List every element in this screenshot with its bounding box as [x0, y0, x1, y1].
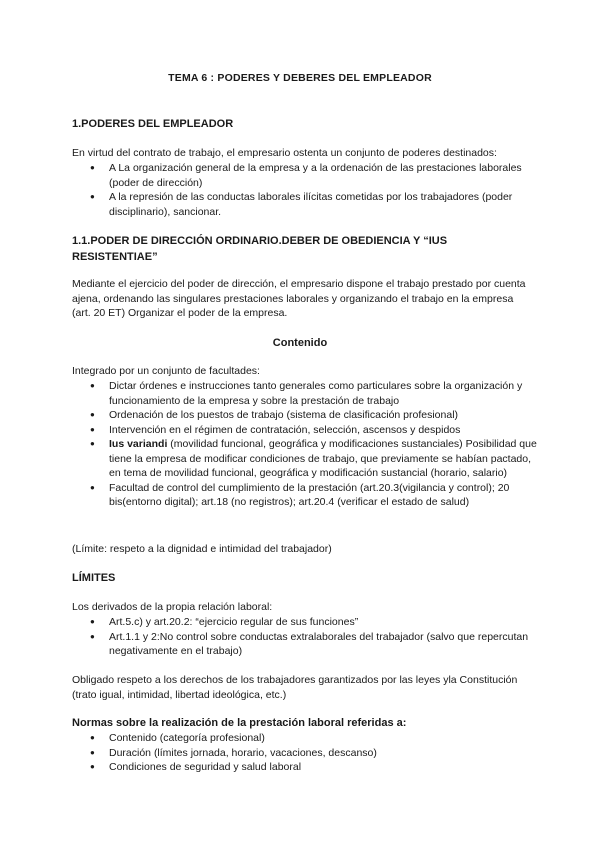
normas-list — [90, 731, 540, 775]
obligado-paragraph: Obligado respeto a los derechos de los trabajadores garantizados por las leyes yla Constitución (trato igual, intimidad, libertad ideológica, etc.) — [72, 674, 518, 701]
normas-heading: Normas sobre la realización de la prestación laboral referidas a: — [72, 717, 407, 729]
limites-intro: Los derivados de la propia relación laboral: — [72, 601, 273, 613]
contenido-heading: Contenido — [272, 337, 328, 349]
list-item: ● Dictar órdenes e instrucciones tanto generales como particulares sobre la organización y funcionamiento de la empresa y sobre la prestación de trabajo — [90, 379, 540, 408]
list-item: ● Condiciones de seguridad y salud laboral — [90, 760, 540, 775]
list-item: ● Ordenación de los puestos de trabajo (sistema de clasificación profesional) — [90, 408, 540, 423]
list-item: ● Intervención en el régimen de contratación, selección, ascensos y despidos — [90, 423, 540, 438]
section-1-1-heading: 1.1.PODER DE DIRECCIÓN ORDINARIO.DEBER DE OBEDIENCIA Y “IUS RESISTENTIAE” — [72, 235, 448, 263]
contenido-list — [90, 379, 540, 510]
limite-note: (Límite: respeto a la dignidad e intimidad del trabajador) — [72, 543, 332, 555]
document-title: TEMA 6 : PODERES Y DEBERES DEL EMPLEADOR — [168, 72, 432, 84]
limites-heading: LÍMITES — [72, 572, 116, 584]
section-1-intro: En virtud del contrato de trabajo, el empresario ostenta un conjunto de poderes destinados: — [72, 147, 497, 159]
list-item: ● A la represión de las conductas laborales ilícitas cometidas por los trabajadores (poder disciplinario), sancionar. — [90, 190, 540, 219]
list-item: ● Contenido (categoría profesional) — [90, 731, 540, 746]
ius-variandi-term: Ius variandi — [109, 438, 168, 450]
section-1-heading: 1.PODERES DEL EMPLEADOR — [72, 118, 234, 130]
list-item: ● Art.1.1 y 2:No control sobre conductas extralaborales del trabajador (salvo que repercutan negativamente en el trabajo) — [90, 630, 540, 659]
list-item: ● Duración (límites jornada, horario, vacaciones, descanso) — [90, 746, 540, 761]
section-1-1-paragraph: Mediante el ejercicio del poder de dirección, el empresario dispone el trabajo prestado por cuenta ajena, ordenando las singulares prestaciones laborales y organizando el trabajo en la empresa (art. 20 ET) Organizar el poder de la empresa. — [72, 278, 526, 319]
contenido-intro: Integrado por un conjunto de facultades: — [72, 365, 260, 377]
ius-variandi-text: (movilidad funcional, geográfica y modificaciones sustanciales) Posibilidad que tiene la empresa de modificar condiciones de trabajo, que previamente se habían pactado, en tema de movilidad funcional, geográfica y modificación sustancial (horario, salario) — [109, 438, 537, 479]
list-item: ● Facultad de control del cumplimiento de la prestación (art.20.3(vigilancia y control); 20 bis(entorno digital); art.18 (no registros); art.20.4 (verificar el estado de salud) — [90, 481, 540, 510]
section-1-list — [90, 161, 540, 219]
list-item: ● A La organización general de la empresa y a la ordenación de las prestaciones laborales (poder de dirección) — [90, 161, 540, 190]
list-item: ● Art.5.c) y art.20.2: “ejercicio regular de sus funciones” — [90, 615, 540, 630]
limites-list — [90, 615, 540, 659]
list-item-ius-variandi — [90, 437, 540, 481]
